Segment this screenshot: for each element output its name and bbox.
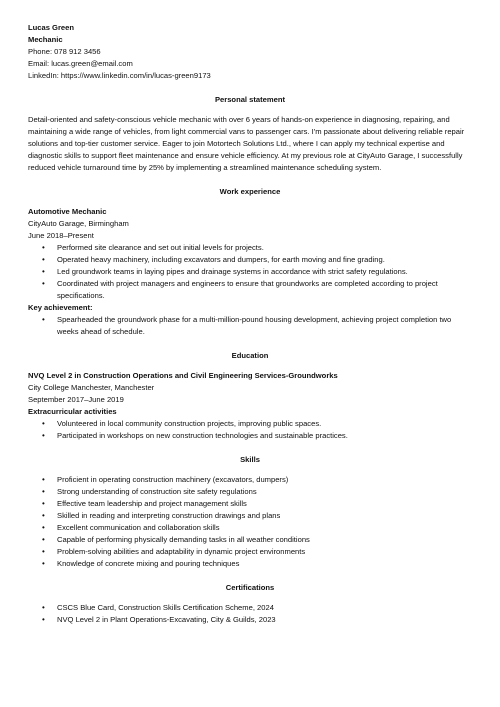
qualification-title: NVQ Level 2 in Construction Operations and Civil Engineering Services-Groundworks xyxy=(28,371,338,380)
list-item: • Skilled in reading and interpreting construction drawings and plans xyxy=(28,510,472,522)
list-item: • Capable of performing physically demanding tasks in all weather conditions xyxy=(28,534,472,546)
candidate-name: Lucas Green xyxy=(28,23,75,32)
job-title: Automotive Mechanic xyxy=(28,207,107,216)
education-heading: Education xyxy=(231,351,269,360)
certifications-list xyxy=(28,602,472,626)
list-item: • Problem-solving abilities and adaptability in dynamic project environments xyxy=(28,546,472,558)
email-line: Email: lucas.green@email.com xyxy=(28,59,133,68)
phone-line: Phone: 078 912 3456 xyxy=(28,47,101,56)
list-item: • Performed site clearance and set out initial levels for projects. xyxy=(28,242,472,254)
education-dates: September 2017–June 2019 xyxy=(28,395,124,404)
work-experience-heading: Work experience xyxy=(219,187,281,196)
achievements-list xyxy=(28,314,472,338)
list-item: • Effective team leadership and project management skills xyxy=(28,498,472,510)
list-item: • Participated in workshops on new construction technologies and sustainable practices. xyxy=(28,430,472,442)
key-achievement-label: Key achievement: xyxy=(28,303,93,312)
linkedin-line: LinkedIn: https://www.linkedin.com/in/lucas-green9173 xyxy=(28,71,211,80)
institution: City College Manchester, Manchester xyxy=(28,383,155,392)
list-item: • Volunteered in local community construction projects, improving public spaces. xyxy=(28,418,472,430)
job-dates: June 2018–Present xyxy=(28,231,94,240)
list-item: • Spearheaded the groundwork phase for a multi-million-pound housing development, achieving project completion two weeks ahead of schedule. xyxy=(28,314,472,338)
duties-list xyxy=(28,242,472,302)
certifications-heading: Certifications xyxy=(225,583,275,592)
employer: CityAuto Garage, Birmingham xyxy=(28,219,129,228)
personal-statement-text: Detail-oriented and safety-conscious vehicle mechanic with over 6 years of hands-on experience in diagnosing, repairing, and maintaining a wide range of vehicles, from light commercial vans to passenger cars. I'm passionate about delivering reliable repair solutions and top-tier customer service. Eager to join Motortech Solutions Ltd., where I can apply my technical expertise and diagnostic skills to support fleet maintenance and ensure vehicle efficiency. At my previous role at CityAuto Garage, I successfully reduced vehicle turnaround time by 25% by implementing a streamlined maintenance scheduling system. xyxy=(28,115,465,172)
list-item: • NVQ Level 2 in Plant Operations-Excavating, City & Guilds, 2023 xyxy=(28,614,472,626)
personal-statement-heading: Personal statement xyxy=(214,95,286,104)
list-item: • Strong understanding of construction site safety regulations xyxy=(28,486,472,498)
list-item: • Operated heavy machinery, including excavators and dumpers, for earth moving and fine grading. xyxy=(28,254,472,266)
contact-header xyxy=(28,22,472,82)
candidate-role: Mechanic xyxy=(28,35,63,44)
list-item: • Proficient in operating construction machinery (excavators, dumpers) xyxy=(28,474,472,486)
list-item: • Led groundwork teams in laying pipes and drainage systems in accordance with strict safety regulations. xyxy=(28,266,472,278)
skills-heading: Skills xyxy=(240,455,260,464)
activities-list xyxy=(28,418,472,442)
list-item: • CSCS Blue Card, Construction Skills Certification Scheme, 2024 xyxy=(28,602,472,614)
skills-list xyxy=(28,474,472,570)
extracurricular-label: Extracurricular activities xyxy=(28,407,117,416)
list-item: • Coordinated with project managers and engineers to ensure that groundworks are completed according to project specifications. xyxy=(28,278,472,302)
list-item: • Knowledge of concrete mixing and pouring techniques xyxy=(28,558,472,570)
list-item: • Excellent communication and collaboration skills xyxy=(28,522,472,534)
